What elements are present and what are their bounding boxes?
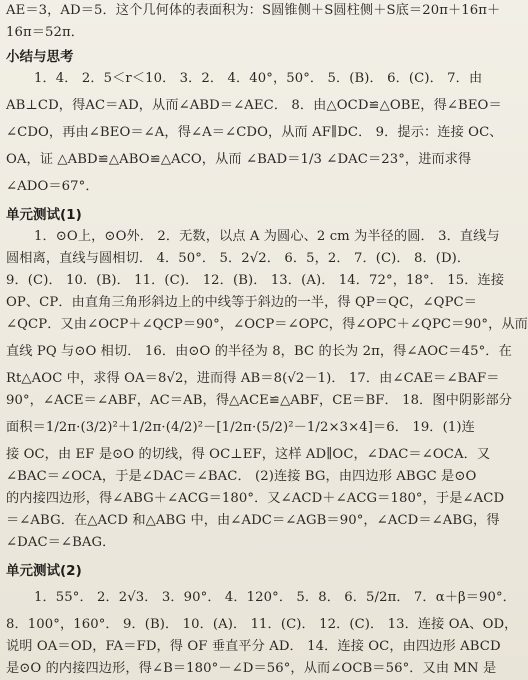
text-line: 接 OC，由 EF 是⊙O 的切线，得 OC⊥EF，这样 AD∥OC，∠DAC＝∠OCA．又: [6, 447, 491, 462]
text-line: 面积＝1/2π·(3/2)²＋1/2π·(4/2)²－[1/2π·(5/2)²－1/2×3×4]＝6． 19．(1)连: [6, 420, 475, 435]
section-heading-unit-test-2: 单元测试(2): [6, 563, 82, 579]
text-line: AE＝3，AD＝5．这个几何体的表面积为：S圆锥侧＋S圆柱侧＋S底＝20π＋16π＋: [6, 3, 501, 18]
text-line: Rt△AOC 中，求得 OA＝8√2，进而得 AB＝8(√2－1)． 17．由∠CAE＝∠BAF＝: [6, 371, 500, 386]
text-line: 8．100°，160°． 9．(B)． 10．(A)． 11．(C)． 12．(C)． 13．连接 OA、OD，: [6, 617, 518, 632]
text-line: ∠DAC＝∠BAG．: [6, 535, 116, 550]
text-line: ∠BAC＝∠OCA，于是∠DAC＝∠BAC． (2)连接 BG，由四边形 ABGC 是⊙O: [6, 469, 477, 484]
text-line: 圆相离，直线与圆相切． 4．50°． 5．2√2． 6．5，2． 7．(C)． 8．(D)．: [6, 251, 471, 266]
text-line: 的内接四边形，得∠ABG＋∠ACG＝180°．又∠ACD＋∠ACG＝180°，于是∠ACD: [6, 491, 505, 506]
text-line: ＝∠ABG．在△ACD 和△ABG 中，由∠ADC＝∠AGB＝90°，∠ACD＝∠ABG，得: [6, 513, 500, 528]
text-line: 是⊙O 的内接四边形，得∠B＝180°－∠D＝56°，从而∠OCB＝56°．又由 MN 是: [6, 661, 497, 676]
text-line: OP、CP．由直角三角形斜边上的中线等于斜边的一半，得 QP＝QC，∠QPC＝: [6, 295, 478, 310]
text-line: ∠CDO，再由∠BEO＝∠A，得∠A＝∠CDO，从而 AF∥DC． 9．提示：连接 OC、: [6, 125, 503, 140]
text-line: 9．(C)． 10．(B)． 11．(C)． 12．(B)． 13．(A)． 14．72°，18°． 15．连接: [6, 273, 505, 288]
section-heading-unit-test-1: 单元测试(1): [6, 207, 82, 223]
text-line: 直线 PQ 与⊙O 相切． 16．由⊙O 的半径为 8，BC 的长为 2π，得∠AOC＝45°．在: [6, 344, 512, 359]
text-line: AB⊥CD，得AC＝AD，从而∠ABD＝∠AEC． 8．由△OCD≌△OBE，得∠BEO＝: [6, 98, 502, 113]
section-heading-summary: 小结与思考: [6, 49, 74, 65]
text-line: 说明 OA＝OD，FA＝FD，得 OF 垂直平分 AD． 14．连接 OC，由四边形 ABCD: [6, 639, 501, 654]
text-line: ∠ADO＝67°．: [6, 179, 99, 194]
text-line: 16π＝52π．: [6, 25, 85, 40]
text-line: 1．4． 2．5＜r＜10． 3．2． 4．40°，50°． 5．(B)． 6．(C)． 7．由: [34, 71, 483, 86]
text-line: 1．⊙O上，⊙O外． 2．无数，以点 A 为圆心、2 cm 为半径的圆． 3．直线与: [34, 229, 500, 244]
text-line: 1．55°． 2．2√3． 3．90°． 4．120°． 5．8． 6．5/2π． 7．α＋β＝90°．: [34, 590, 516, 605]
text-line: ∠QCP．又由∠OCP＋∠QCP＝90°，∠OCP＝∠OPC，得∠OPC＋∠QPC＝90°，从而: [6, 317, 528, 332]
text-line: 90°，∠ACE＝∠ABF，AC＝AB，得△ACE≌△ABF，CE＝BF． 18．图中阴影部分: [6, 393, 513, 408]
text-line: OA，证 △ABD≌△ABO≌△ACO，从而 ∠BAD＝1/3 ∠DAC＝23°，进而求得: [6, 152, 472, 167]
